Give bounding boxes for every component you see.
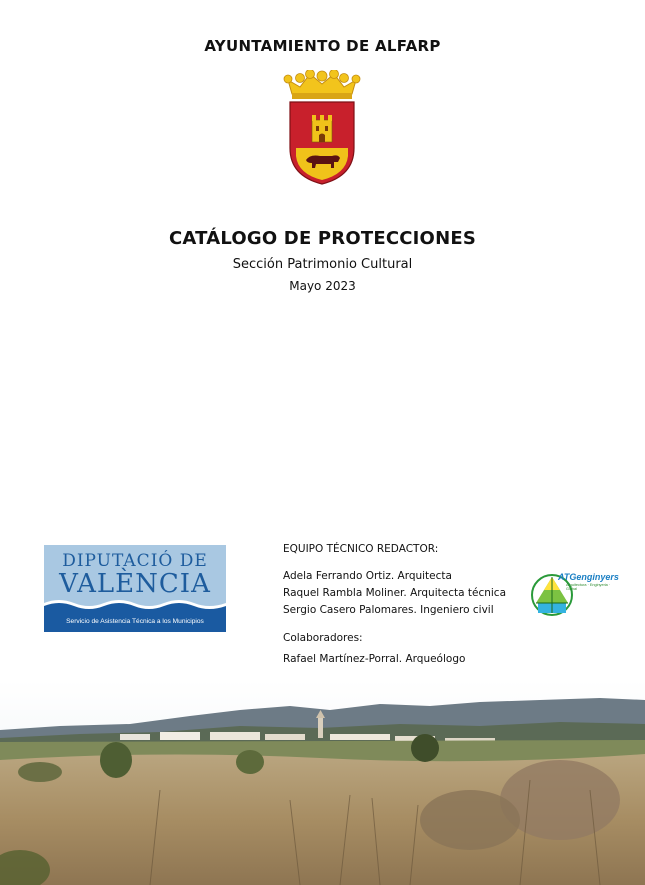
coat-of-arms-emblem	[282, 70, 362, 186]
team-member: Sergio Casero Palomares. Ingeniero civil	[283, 604, 494, 616]
team-member: Raquel Rambla Moliner. Arquitecta técnica	[283, 587, 506, 599]
team-heading: EQUIPO TÉCNICO REDACTOR:	[283, 543, 439, 555]
team-member: Adela Ferrando Ortiz. Arquitecta	[283, 570, 452, 582]
diputacion-valencia-logo	[44, 545, 226, 632]
atg-tagline: Arquitectura · Enginyeria · Global	[566, 583, 611, 591]
diputacion-logo-line2: VALÈNCIA	[59, 569, 211, 599]
collaborators-heading: Colaboradores:	[283, 632, 363, 644]
wave-icon	[44, 597, 226, 611]
collaborator: Rafael Martínez-Porral. Arqueólogo	[283, 653, 466, 665]
diputacion-service-label: Servicio de Asistencia Técnica a los Municipios	[44, 611, 226, 632]
document-title: CATÁLOGO DE PROTECCIONES	[168, 228, 476, 249]
atg-engineers-logo	[530, 570, 620, 620]
castle-icon	[312, 115, 332, 142]
organization-title: AYUNTAMIENTO DE ALFARP	[204, 37, 441, 55]
document-date: Mayo 2023	[289, 279, 356, 293]
crown-icon	[284, 70, 360, 99]
landscape-photo	[0, 680, 645, 885]
atg-brand-name: ATGenginyers	[558, 572, 619, 582]
diputacion-logo-line1: DIPUTACIÓ DE	[62, 551, 208, 571]
document-subtitle: Sección Patrimonio Cultural	[232, 257, 413, 272]
